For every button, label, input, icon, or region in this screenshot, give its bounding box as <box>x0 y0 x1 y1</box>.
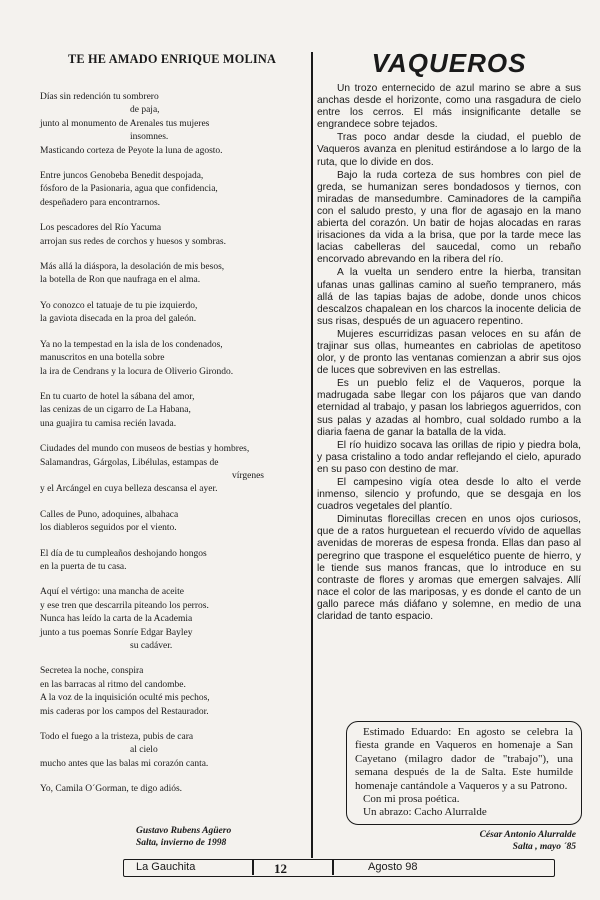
footer-issue: Agosto 98 <box>368 861 418 873</box>
poem-line: la ira de Cendrans y la locura de Oliverio Girondo. <box>40 366 234 377</box>
poem-line: Todo el fuego a la tristeza, pubis de cara <box>40 732 194 743</box>
poem-line: Yo, Camila O´Gorman, te digo adiós. <box>40 784 183 795</box>
article-paragraph: Bajo la ruda corteza de sus hombres con piel de greda, se humanizan seres bondadosos y tiernos, con miradas de mansedumbre. Caminadores de la campiña con el saludo presto, y una flor de agasajo en la mano abierta del corazón. Un batir de hojas alocadas en raras irisaciones da vida a la brisa, que por la tarde mece las lacias cabelleras del saucedal, como un rebaño encorvado abrevando en la ribera del río. <box>317 169 581 266</box>
poem-stanza <box>40 339 304 379</box>
poem-stanza <box>40 783 304 796</box>
article-author <box>420 829 576 853</box>
poem-line: mucho antes que las balas mi corazón canta. <box>40 758 209 769</box>
poem-line: de paja, <box>130 105 160 116</box>
column-divider <box>311 52 313 858</box>
page-footer <box>123 859 555 877</box>
poem-stanza <box>40 586 304 653</box>
article-paragraph: Diminutas florecillas crecen en unos ojos curiosos, que de a ratos hurguetean el recuerdo vívido de aquellas avenidas de moreras de espesa fronda. Ellas dan paso al peregrino que traspone el esquelético puente de hierro, y le tiende sus manos francas, que lo introduce en su contraste de flores y aromas que emergen salvajes. Allí nace el color de las mariposas, y es donde el canto de un gallo parece más diáfano y solemne, en medio de una claridad de tanto espacio. <box>317 514 581 623</box>
article-body <box>317 83 581 623</box>
poem-line: El día de tu cumpleaños deshojando hongos <box>40 548 207 559</box>
poem-line: insomnes. <box>130 132 169 143</box>
poem-line: Secretea la noche, conspira <box>40 666 144 677</box>
article-paragraph: El campesino vigía otea desde lo alto el verde inmenso, silencio y profundo, que se desgaja en los cuadros vegetales del plantío. <box>317 477 581 513</box>
poem-stanza <box>40 91 304 158</box>
article-paragraph: Es un pueblo feliz el de Vaqueros, porque la madrugada sabe llegar con los pájaros que van dando eternidad al trabajo, y pasan los labriegos aguerridos, con sus palas y azadas al hombro, cual soldado rumbo a la diaria faena de ganar la batalla de la vida. <box>317 378 581 438</box>
poem-line: mis caderas por los campos del Restaurador. <box>40 706 209 717</box>
poem-line: Yo conozco el tatuaje de tu pie izquierdo, <box>40 300 198 311</box>
article-author-name: César Antonio Alurralde <box>479 830 576 840</box>
poem-line: Calles de Puno, adoquines, albahaca <box>40 509 179 520</box>
poem-line: Los pescadores del Río Yacuma <box>40 223 162 234</box>
poem-line: manuscritos en una botella sobre <box>40 353 165 364</box>
poem-stanza <box>40 665 304 719</box>
article-paragraph: Un trozo enternecido de azul marino se abre a sus anchas desde el horizonte, como una rasgadura de cielo entre los cerros. El más insignificante detalle se engrandece sobre tejados. <box>317 83 581 131</box>
poem-line: Entre juncos Genobeba Benedit despojada, <box>40 171 204 182</box>
poem-line: Salamandras, Gárgolas, Libélulas, estampas de <box>40 457 219 468</box>
poem-title: TE HE AMADO ENRIQUE MOLINA <box>67 52 277 66</box>
poem-line: arrojan sus redes de corchos y huesos y sombras. <box>40 236 226 247</box>
poem-stanza <box>40 509 304 536</box>
poem-line: y ese tren que descarrila piteando los perros. <box>40 600 209 611</box>
article-paragraph: A la vuelta un sendero entre la hierba, transitan ufanas unas gallinas camino al sueño tempranero, más allá de las tapias bajas de adobe, donde unos chicos descalzos chapalean en los charcos la inocente delicia de sus risas, después de un aguacero repentino. <box>317 267 581 327</box>
poem-line: la botella de Ron que naufraga en el alma. <box>40 275 201 286</box>
poem-line: junto a tus poemas Sonríe Edgar Bayley <box>40 627 193 638</box>
footer-separator <box>252 860 254 875</box>
poem-line: su cadáver. <box>130 641 173 651</box>
article-title: VAQUEROS <box>371 48 527 78</box>
poem-line: en las barracas al ritmo del candombe. <box>40 679 186 690</box>
footer-publication: La Gauchita <box>136 861 196 873</box>
article-paragraph: El río huidizo socava las orillas de ripio y piedra bola, y pasa cristalino a todo andar reflejando el cielo, apurado en su paso con destino de mar. <box>317 439 581 475</box>
poem-author-date: Salta, invierno de 1998 <box>136 838 227 848</box>
poem-line: y el Arcángel en cuya belleza descansa el ayer. <box>40 484 218 495</box>
dedication-box <box>346 721 582 825</box>
poem-author <box>136 825 231 849</box>
poem-stanza <box>40 222 304 249</box>
poem-author-name: Gustavo Rubens Agüero <box>136 826 232 836</box>
poem-stanza <box>40 443 304 497</box>
poem-line: Más allá la diáspora, la desolación de mis besos, <box>40 262 225 273</box>
poem-line: junto al monumento de Arenales tus mujeres <box>40 118 210 129</box>
poem-stanza <box>40 300 304 327</box>
article-column <box>317 48 581 624</box>
poem-line: los diableros seguidos por el viento. <box>40 523 177 534</box>
poem-line: Masticando corteza de Peyote la luna de agosto. <box>40 145 223 156</box>
poem-line: las cenizas de un cigarro de La Habana, <box>40 405 191 416</box>
poem-stanza <box>40 548 304 575</box>
footer-separator <box>332 860 334 875</box>
article-paragraph: Tras poco andar desde la ciudad, el pueblo de Vaqueros avanza en plenitud estirándose a lo largo de la ruta, que lo divide en dos. <box>317 132 581 168</box>
poem-stanza <box>40 391 304 431</box>
footer-page-number: 12 <box>274 861 287 876</box>
article-author-date: Salta , mayo ´85 <box>512 842 576 852</box>
poem-line: vírgenes <box>231 470 264 481</box>
poem-stanza <box>40 731 304 771</box>
poem-line: Ya no la tempestad en la isla de los condenados, <box>40 339 223 350</box>
poem-line: una guajira tu camisa recién lavada. <box>40 418 177 429</box>
poem-line: fósforo de la Pasionaria, agua que confidencia, <box>40 184 218 195</box>
poem-stanza <box>40 261 304 288</box>
poem-line: Aquí el vértigo: una mancha de aceite <box>40 587 185 598</box>
poem-line: A la voz de la inquisición oculté mis pechos, <box>40 693 210 704</box>
poem-line: Ciudades del mundo con museos de bestias y hombres, <box>40 444 250 455</box>
poem-line: al cielo <box>130 745 158 756</box>
poem-line: Días sin redención tu sombrero <box>40 92 159 102</box>
dedication-closing: Un abrazo: Cacho Alurralde <box>363 806 487 819</box>
poem-line: en la puerta de tu casa. <box>40 561 127 572</box>
article-paragraph: Mujeres escurridizas pasan veloces en su afán de trajinar sus ollas, humeantes en cabriolas de apetitoso olor, y de pronto las ventanas comienzan a abrir sus ojos de luces que sobreviven en las estrellas. <box>317 328 581 377</box>
poem-stanza <box>40 170 304 210</box>
dedication-line: Con mi prosa poética. <box>363 793 460 806</box>
dedication-text: Estimado Eduardo: En agosto se celebra la fiesta grande en Vaqueros en homenaje a San Cayetano (milagro dador de "trabajo"), una semana después de la de Salta. Este humilde homenaje cantándole a Vaqueros y a su Patrono. <box>355 726 573 792</box>
poem-line: despeñadero para encontrarnos. <box>40 197 161 208</box>
poem-line: En tu cuarto de hotel la sábana del amor, <box>40 391 195 402</box>
poem-line: Nunca has leído la carta de la Academia <box>40 614 193 625</box>
poem-column <box>40 52 304 860</box>
poem-line: la gaviota disecada en la proa del galeón. <box>40 314 197 325</box>
poem-body <box>40 91 304 797</box>
